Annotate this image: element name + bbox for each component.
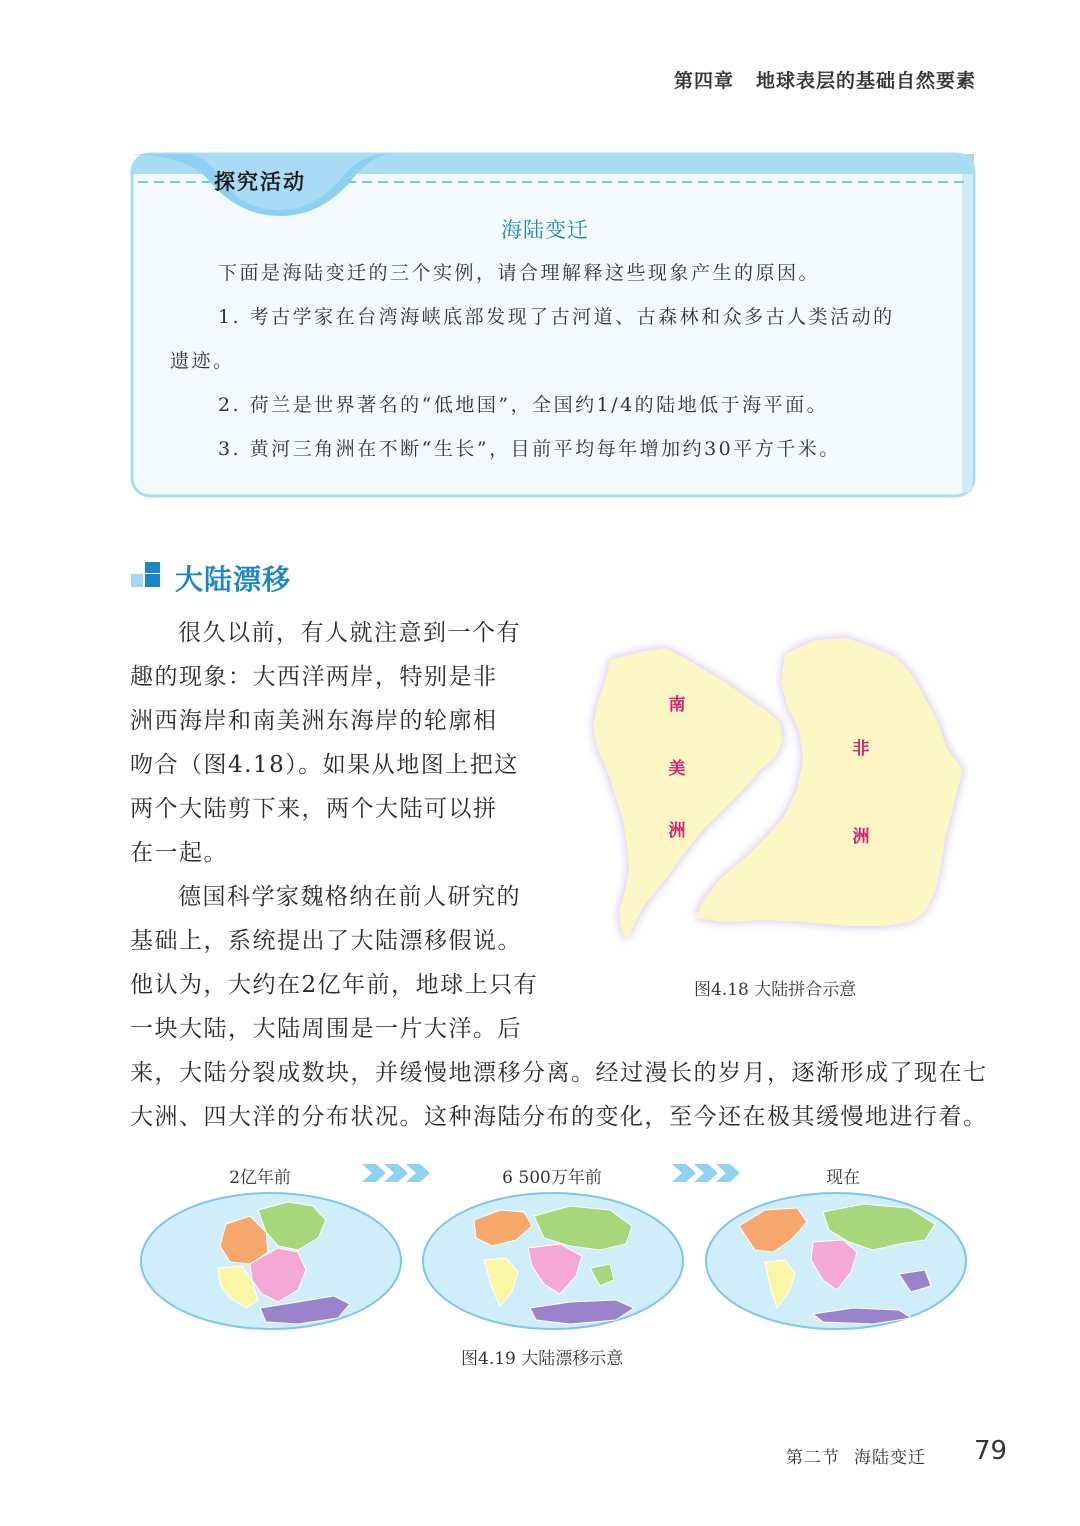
- figure-4-18-caption: 图4.18 大陆拼合示意: [694, 980, 857, 1000]
- progress-arrows-icon: [672, 1162, 740, 1184]
- inquiry-item-1-line-1: 1. 考古学家在台湾海峡底部发现了古河道、古森林和众多古人类活动的: [218, 306, 895, 328]
- south-america-char: 南: [668, 695, 686, 715]
- inquiry-title: 海陆变迁: [501, 218, 589, 242]
- south-america-char: 洲: [668, 821, 686, 841]
- paragraph-line: 一块大陆，大陆周围是一片大洋。后: [130, 1016, 522, 1042]
- paragraph-line: 大洲、四大洋的分布状况。这种海陆分布的变化，至今还在极其缓慢地进行着。: [130, 1104, 988, 1130]
- paragraph-line: 基础上，系统提出了大陆漂移假说。: [130, 928, 522, 954]
- inquiry-label: 探究活动: [214, 170, 306, 194]
- section-title: 大陆漂移: [175, 563, 292, 596]
- paragraph-line: 吻合（图4.18）。如果从地图上把这: [130, 752, 519, 778]
- south-america-char: 美: [668, 759, 686, 779]
- paragraph-line: 他认为，大约在2亿年前，地球上只有: [130, 972, 539, 998]
- page-number: 79: [974, 1436, 1008, 1466]
- footer-section: 第二节: [786, 1448, 840, 1468]
- inquiry-activity-box: [130, 152, 976, 498]
- continent-fit-map: [585, 630, 980, 960]
- paragraph-line: 来，大陆分裂成数块，并缓慢地漂移分离。经过漫长的岁月，逐渐形成了现在七: [130, 1060, 988, 1086]
- stage-label: 现在: [826, 1168, 860, 1188]
- africa-char: 非: [852, 739, 870, 759]
- progress-arrows-icon: [362, 1162, 430, 1184]
- globe-200-million-years-ago: [138, 1190, 404, 1332]
- chapter-title: 地球表层的基础自然要素: [755, 70, 976, 92]
- paragraph-line: 两个大陆剪下来，两个大陆可以拼: [130, 796, 498, 822]
- section-square-icon: [131, 562, 161, 588]
- globe-65-million-years-ago: [420, 1190, 686, 1332]
- stage-label: 6 500万年前: [502, 1168, 602, 1188]
- chapter-number: 第四章: [673, 70, 734, 92]
- paragraph-line: 趣的现象：大西洋两岸，特别是非: [130, 664, 498, 690]
- paragraph-line: 很久以前，有人就注意到一个有: [178, 620, 521, 646]
- paragraph-line: 德国科学家魏格纳在前人研究的: [178, 884, 521, 910]
- inquiry-intro: 下面是海陆变迁的三个实例，请合理解释这些现象产生的原因。: [218, 262, 821, 284]
- africa-char: 洲: [852, 827, 870, 847]
- inquiry-item-2: 2. 荷兰是世界著名的“低地国”，全国约1/4的陆地低于海平面。: [218, 394, 829, 416]
- running-footer: [786, 1443, 926, 1468]
- globe-present-day: [703, 1190, 969, 1332]
- stage-label: 2亿年前: [229, 1168, 291, 1188]
- figure-4-19-caption: 图4.19 大陆漂移示意: [461, 1349, 624, 1369]
- inquiry-item-3: 3. 黄河三角洲在不断“生长”，目前平均每年增加约30平方千米。: [218, 438, 841, 460]
- running-header: [674, 66, 976, 93]
- inquiry-item-1-line-2: 遗迹。: [170, 350, 235, 372]
- footer-section-title: 海陆变迁: [854, 1448, 926, 1468]
- paragraph-line: 在一起。: [130, 840, 228, 866]
- paragraph-line: 洲西海岸和南美洲东海岸的轮廓相: [130, 708, 498, 734]
